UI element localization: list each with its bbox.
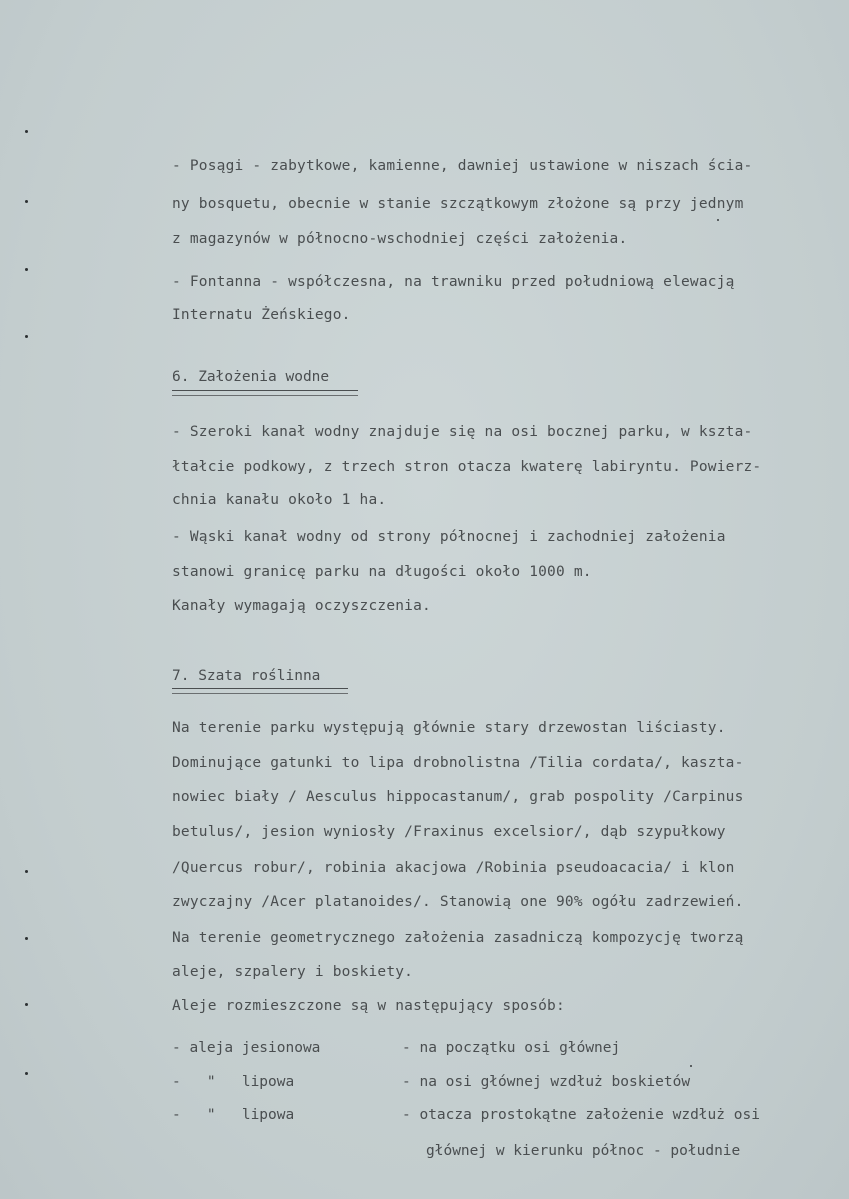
- alley-name: - aleja jesionowa: [172, 1040, 321, 1056]
- margin-dot: [25, 1003, 28, 1006]
- text-line: Dominujące gatunki to lipa drobnolistna /Tilia cordata/, kaszta-: [172, 755, 744, 771]
- text-line: Aleje rozmieszczone są w następujący sposób:: [172, 998, 565, 1014]
- alley-name: - " lipowa: [172, 1074, 295, 1090]
- text-line: łtałcie podkowy, z trzech stron otacza kwaterę labiryntu. Powierz-: [172, 459, 762, 475]
- text-line: Internatu Żeńskiego.: [172, 307, 351, 323]
- text-line: aleje, szpalery i boskiety.: [172, 964, 414, 980]
- heading-underline: [172, 688, 348, 689]
- text-line: Na terenie geometrycznego założenia zasadniczą kompozycję tworzą: [172, 930, 744, 946]
- alley-location-continued: głównej w kierunku północ - południe: [426, 1143, 741, 1159]
- alley-name: - " lipowa: [172, 1107, 295, 1123]
- stray-dot: [690, 1065, 692, 1067]
- heading-underline-2: [172, 693, 348, 694]
- margin-dot: [25, 335, 28, 338]
- text-line: /Quercus robur/, robinia akacjowa /Robinia pseudoacacia/ i klon: [172, 860, 735, 876]
- margin-dot: [25, 268, 28, 271]
- margin-dot: [25, 870, 28, 873]
- section-heading-water: 6. Założenia wodne: [172, 369, 330, 385]
- text-line: z magazynów w północno-wschodniej części założenia.: [172, 231, 628, 247]
- text-line: nowiec biały / Aesculus hippocastanum/, grab pospolity /Carpinus: [172, 789, 744, 805]
- margin-dot: [25, 1072, 28, 1075]
- alley-location: - na początku osi głównej: [402, 1040, 621, 1056]
- text-line: - Szeroki kanał wodny znajduje się na osi bocznej parku, w kszta-: [172, 424, 753, 440]
- margin-dot: [25, 937, 28, 940]
- text-line: stanowi granicę parku na długości około 1000 m.: [172, 564, 592, 580]
- alley-location: - otacza prostokątne założenie wzdłuż osi: [402, 1107, 760, 1123]
- margin-dot: [25, 200, 28, 203]
- section-heading-vegetation: 7. Szata roślinna: [172, 668, 321, 684]
- text-line: Kanały wymagają oczyszczenia.: [172, 598, 431, 614]
- stray-dot: [717, 219, 719, 221]
- text-line: - Fontanna - współczesna, na trawniku przed południową elewacją: [172, 274, 735, 290]
- text-line: ny bosquetu, obecnie w stanie szczątkowym złożone są przy jednym: [172, 196, 744, 212]
- text-line: betulus/, jesion wyniosły /Fraxinus excelsior/, dąb szypułkowy: [172, 824, 726, 840]
- alley-location: - na osi głównej wzdłuż boskietów: [402, 1074, 691, 1090]
- margin-dot: [25, 130, 28, 133]
- text-line: chnia kanału około 1 ha.: [172, 492, 387, 508]
- text-line: - Posągi - zabytkowe, kamienne, dawniej ustawione w niszach ścia-: [172, 158, 753, 174]
- text-line: - Wąski kanał wodny od strony północnej i zachodniej założenia: [172, 529, 726, 545]
- text-line: zwyczajny /Acer platanoides/. Stanowią one 90% ogółu zadrzewień.: [172, 894, 744, 910]
- heading-underline-2: [172, 395, 358, 396]
- text-line: Na terenie parku występują głównie stary drzewostan liściasty.: [172, 720, 726, 736]
- heading-underline: [172, 390, 358, 391]
